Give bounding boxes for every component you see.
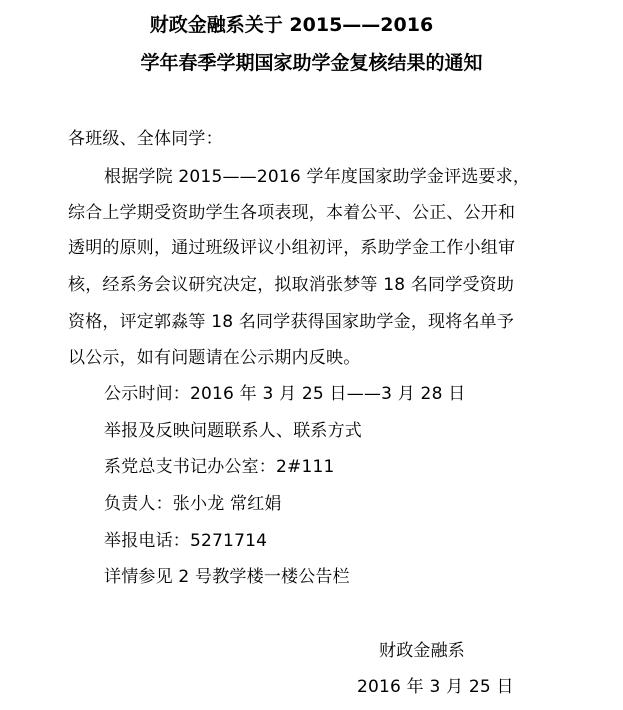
- salutation: 各班级、全体同学：: [68, 129, 223, 149]
- body-line-1: 根据学院 2015——2016 学年度国家助学金评选要求，: [104, 167, 531, 187]
- publicity-period: 公示时间：2016 年 3 月 25 日——3 月 28 日: [104, 384, 466, 404]
- notice-title-line-1: 财政金融系关于 2015——2016: [149, 14, 434, 36]
- signature: 财政金融系: [379, 641, 465, 661]
- office-room: 系党总支书记办公室：2#111: [104, 457, 335, 477]
- body-line-2: 综合上学期受资助学生各项表现，本着公平、公正、公开和: [68, 203, 516, 223]
- contact-heading: 举报及反映问题联系人、联系方式: [104, 421, 362, 441]
- issue-date: 2016 年 3 月 25 日: [357, 677, 514, 697]
- person-in-charge: 负责人：张小龙 常红娟: [104, 494, 282, 514]
- details-location: 详情参见 2 号教学楼一楼公告栏: [104, 567, 350, 587]
- report-phone: 举报电话：5271714: [104, 531, 268, 551]
- body-line-6: 以公示，如有问题请在公示期内反映。: [68, 348, 361, 368]
- body-line-3: 透明的原则，通过班级评议小组初评，系助学金工作小组审: [68, 238, 516, 258]
- body-line-5: 资格，评定郭淼等 18 名同学获得国家助学金，现将名单予: [68, 312, 515, 332]
- notice-title-line-2: 学年春季学期国家助学金复核结果的通知: [140, 52, 483, 74]
- body-line-4: 核，经系务会议研究决定，拟取消张梦等 18 名同学受资助: [68, 275, 515, 295]
